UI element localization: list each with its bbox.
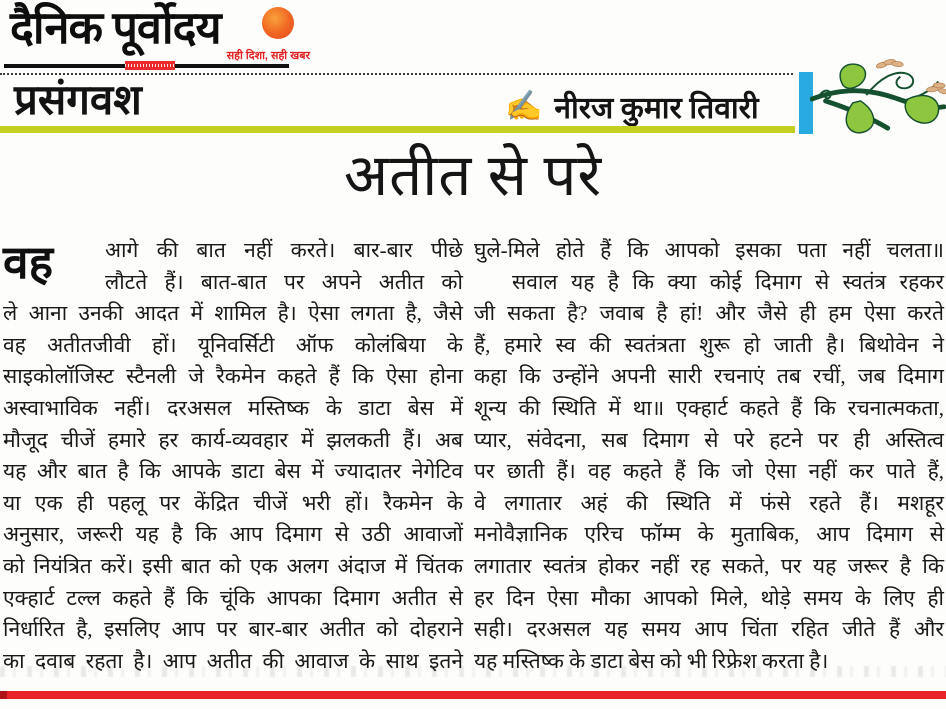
article-left-column — [3, 235, 463, 677]
body-line: घुले-मिले होते हैं कि आपको इसका पता नहीं चलता॥ — [474, 238, 944, 262]
article-right-column — [474, 235, 944, 677]
body-line: सवाल यह है कि क्या कोई दिमाग से स्वतंत्र रहकर — [512, 269, 944, 294]
body-line: ले आना उनकी आदत में शामिल है। ऐसा लगता है, जैसे — [3, 301, 463, 326]
body-line: अस्वाभाविक नहीं। दरअसल मस्तिष्क के डाटा बेस में — [3, 395, 463, 420]
body-line: को नियंत्रित करें। इसी बात को एक अलग अंदाज में चिंतक — [3, 553, 463, 578]
author-byline — [505, 86, 759, 127]
body-line: निर्धारित है, इसलिए आप पर बार-बार अतीत को दोहराने — [3, 617, 463, 642]
body-line: वे लगातार अहं की स्थिति में फंसे रहते हैं। मशहूर — [474, 490, 944, 515]
body-line: मौजूद चीजें हमारे हर कार्य-व्यवहार में झलकती हैं। अब — [3, 427, 463, 452]
bottom-red-rule — [0, 691, 946, 699]
body-line: अनुसार, जरूरी यह है कि आप दिमाग से उठी आवाजों — [3, 522, 463, 547]
dotted-divider — [0, 73, 793, 75]
article-headline: अतीत से परे — [343, 143, 603, 208]
body-line: लगातार स्वतंत्र होकर नहीं रह सकते, पर यह जरूर है कि — [474, 553, 944, 578]
drop-cap: वह — [3, 237, 54, 288]
body-line: एक्हार्ट टल्ल कहते हैं कि चूंकि आपका दिमाग अतीत से — [3, 585, 463, 610]
vine-leaves-decoration — [810, 56, 946, 142]
newspaper-tagline: सही दिशा, सही खबर — [226, 50, 310, 62]
body-line: पर छाती हैं। वह कहते हैं कि जो ऐसा नहीं कर पाते हैं, — [474, 459, 944, 484]
print-bleed-ghost-text — [0, 666, 946, 677]
masthead-ribbon — [125, 61, 175, 70]
body-line: प्यार, संवेदना, सब दिमाग से परे हटने पर ही अस्तित्व — [474, 427, 944, 452]
body-line: कहा कि उन्होंने अपनी सारी रचनाएं तब रचीं, जब दिमाग — [474, 364, 944, 389]
masthead — [10, 2, 310, 63]
body-line: सही। दरअसल यह समय आप चिंता रहित जीते हैं और — [474, 617, 944, 642]
author-name: नीरज कुमार तिवारी — [554, 92, 759, 125]
body-line: यह और बात है कि आपके डाटा बेस में ज्यादातर नेगेटिव — [3, 459, 463, 484]
body-line: शून्य की स्थिति में था॥ एक्हार्ट कहते हैं कि रचनात्मकता, — [474, 395, 944, 420]
newspaper-title: दैनिक पूर्वोदय — [10, 3, 221, 53]
body-line: हैं, हमारे स्व की स्वतंत्रता शुरू हो जाती है। बिथोवेन ने — [474, 332, 944, 357]
body-line: का दवाब रहता है। आप अतीत की आवाज के साथ इतने — [3, 648, 463, 673]
section-title: प्रसंगवश — [14, 78, 142, 124]
body-line: या एक ही पहलू पर केंद्रित चीजें भरी हों। रैकमेन के — [3, 490, 463, 515]
yellow-green-rule — [0, 126, 795, 133]
body-line: यह मस्तिष्क के डाटा बेस को भी रिफ्रेश करता है। — [474, 648, 829, 673]
body-line: मनोवैज्ञानिक एरिच फॉम्म के मुताबिक, आप दिमाग से — [474, 522, 944, 547]
body-line: वह अतीतजीवी हों। यूनिवर्सिटी ऑफ कोलंबिया के — [3, 332, 463, 357]
body-line: साइकोलॉजिस्ट स्टैनली जे रैकमेन कहते हैं कि ऐसा होना — [3, 364, 463, 389]
writing-hand-icon: ✍ — [505, 89, 543, 123]
body-line: जी सकता है? जवाब है हां! और जैसे ही हम ऐसा करते — [474, 301, 944, 326]
body-line: लौटते हैं। बात-बात पर अपने अतीत को — [105, 269, 463, 294]
body-line: हर दिन ऐसा मौका आपको मिले, थोड़े समय के लिए ही — [474, 585, 944, 610]
body-line: आगे की बात नहीं करते। बार-बार पीछे — [105, 238, 463, 262]
